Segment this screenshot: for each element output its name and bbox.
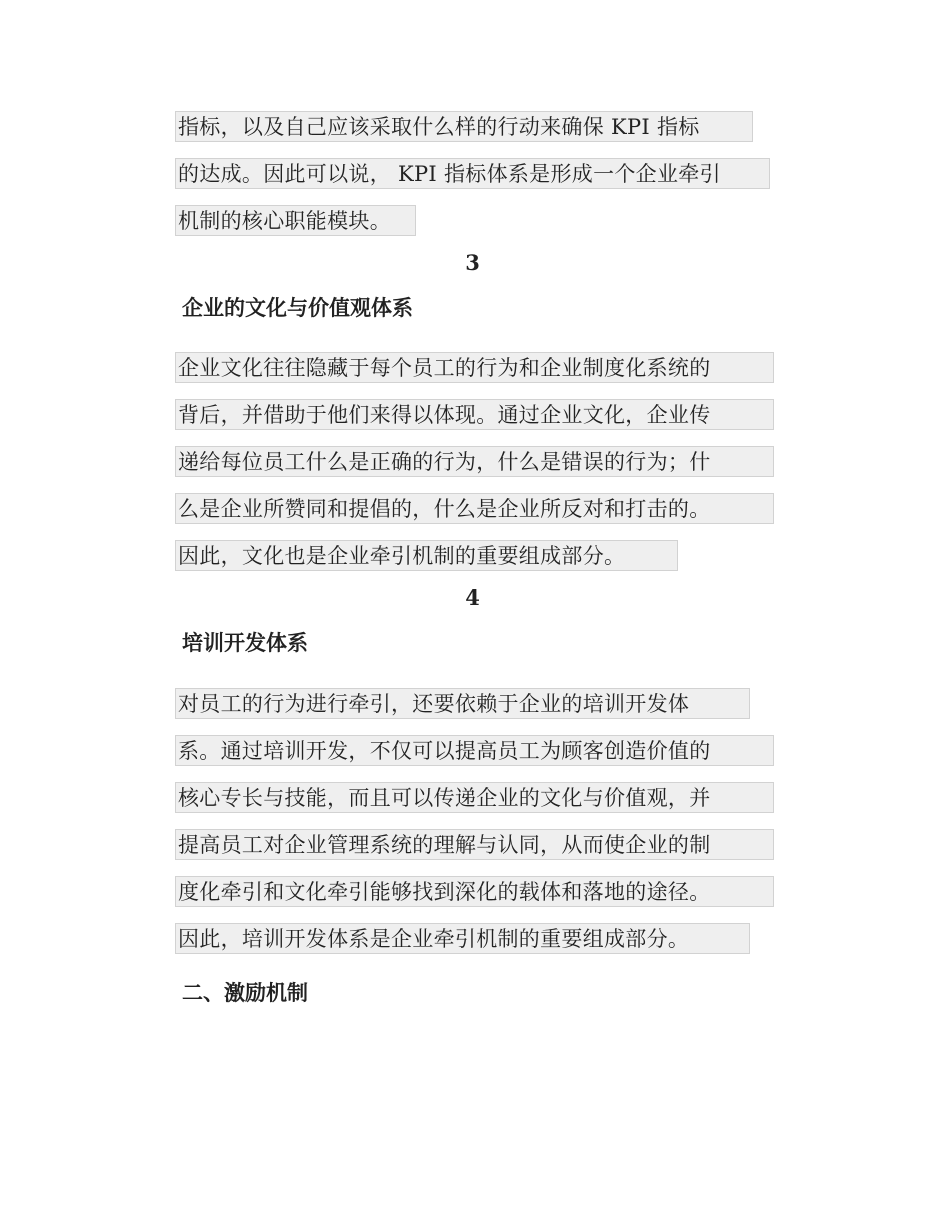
paragraph-line: 的达成。因此可以说， KPI 指标体系是形成一个企业牵引 [175,158,770,189]
section-number: 3 [465,250,480,275]
paragraph-line: 提高员工对企业管理系统的理解与认同，从而使企业的制 [175,829,774,860]
paragraph-line: 度化牵引和文化牵引能够找到深化的载体和落地的途径。 [175,876,774,907]
paragraph-line: 因此，培训开发体系是企业牵引机制的重要组成部分。 [175,923,750,954]
paragraph-line: 背后，并借助于他们来得以体现。通过企业文化，企业传 [175,399,774,430]
paragraph-line: 系。通过培训开发，不仅可以提高员工为顾客创造价值的 [175,735,774,766]
paragraph-line: 因此，文化也是企业牵引机制的重要组成部分。 [175,540,678,571]
section-heading: 企业的文化与价值观体系 [182,295,413,320]
section-heading: 培训开发体系 [182,630,308,655]
paragraph-line: 指标，以及自己应该采取什么样的行动来确保 KPI 指标 [175,111,753,142]
paragraph-line: 对员工的行为进行牵引，还要依赖于企业的培训开发体 [175,688,750,719]
paragraph-line: 核心专长与技能，而且可以传递企业的文化与价值观，并 [175,782,774,813]
paragraph-line: 企业文化往往隐藏于每个员工的行为和企业制度化系统的 [175,352,774,383]
section-heading: 二、激励机制 [182,980,308,1005]
paragraph-line: 机制的核心职能模块。 [175,205,416,236]
section-number: 4 [465,585,480,610]
paragraph-line: 递给每位员工什么是正确的行为，什么是错误的行为；什 [175,446,774,477]
paragraph-line: 么是企业所赞同和提倡的，什么是企业所反对和打击的。 [175,493,774,524]
